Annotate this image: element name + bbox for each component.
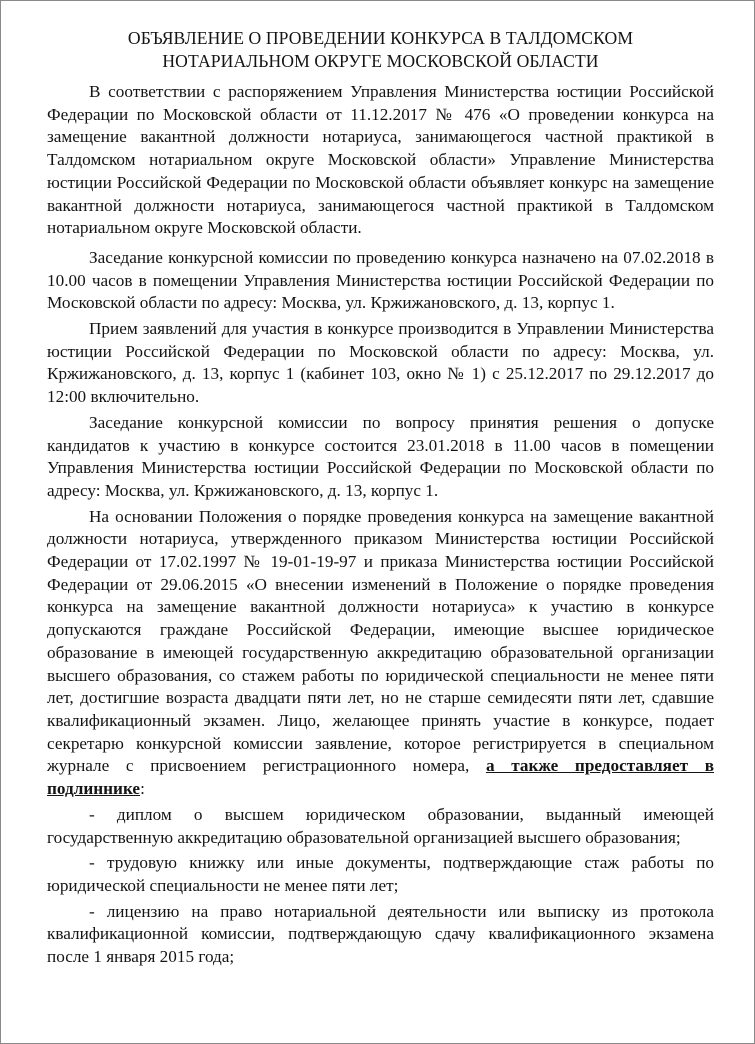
document-title	[47, 27, 714, 73]
paragraph-commission-meeting: Заседание конкурсной комиссии по проведению конкурса назначено на 07.02.2018 в 10.00 часов в помещении Управления Министерства юстиции Российской Федерации по Московской области по адресу: Москва, ул. Кржижановского, д. 13, корпус 1.	[47, 247, 714, 313]
list-item-license: - лицензию на право нотариальной деятельности или выписку из протокола квалификационной комиссии, подтверждающую сдачу квалификационного экзамена после 1 января 2015 года;	[47, 901, 714, 967]
title-line-2: НОТАРИАЛЬНОМ ОКРУГЕ МОСКОВСКОЙ ОБЛАСТИ	[162, 51, 599, 71]
title-line-1: ОБЪЯВЛЕНИЕ О ПРОВЕДЕНИИ КОНКУРСА В ТАЛДОМСКОМ	[127, 28, 634, 48]
paragraph-requirements	[47, 506, 714, 801]
requirements-colon: :	[140, 779, 145, 799]
list-item-work-record: - трудовую книжку или иные документы, подтверждающие стаж работы по юридической специальности не менее пяти лет;	[47, 853, 714, 895]
list-item-diploma: - диплом о высшем юридическом образовании, выданный имеющей государственную аккредитацию образовательной организацией высшего образования;	[47, 804, 714, 847]
paragraph-applications: Прием заявлений для участия в конкурсе производится в Управлении Министерства юстиции Российской Федерации по Московской области по адресу: Москва, ул. Кржижановского, д. 13, корпус 1 (кабинет 103, окно № 1) с 25.12.2017 по 29.12.2017 до 12:00 включительно.	[47, 319, 714, 407]
requirements-emphasis: а также предоставляет в подлиннике	[47, 756, 714, 799]
paragraph-admission-meeting: Заседание конкурсной комиссии по вопросу принятия решения о допуске кандидатов к участию в конкурсе состоится 23.01.2018 в 11.00 часов в помещении Управления Министерства юстиции Российской Федерации по Московской области по адресу: Москва, ул. Кржижановского, д. 13, корпус 1.	[47, 412, 714, 500]
requirements-text: На основании Положения о порядке проведения конкурса на замещение вакантной должности нотариуса, утвержденного приказом Министерства юстиции Российской Федерации от 17.02.1997 № 19-01-19-97 и приказа Министерства юстиции Российской Федерации от 29.06.2015 «О внесении изменений в Положение о порядке проведения конкурса на замещение вакантной должности нотариуса» к участию в конкурсе допускаются граждане Российской Федерации, имеющие высшее юридическое образование в имеющей государственную аккредитацию образовательной организации высшего образования, со стажем работы по юридической специальности не менее пяти лет, достигшие возраста двадцати пяти лет, но не старше семидесяти пяти лет, сдавшие квалификационный экзамен. Лицо, желающее принять участие в конкурсе, подает секретарю конкурсной комиссии заявление, которое регистрируется в специальном журнале с присвоением регистрационного номера,	[47, 506, 714, 776]
paragraph-order: В соответствии с распоряжением Управления Министерства юстиции Российской Федерации по Московской области от 11.12.2017 № 476 «О проведении конкурса на замещение вакантной должности нотариуса, занимающегося частной практикой в Талдомском нотариальном округе Московской области» Управление Министерства юстиции Российской Федерации по Московской области объявляет конкурс на замещение вакантной должности нотариуса, занимающегося частной практикой в Талдомском нотариальном округе Московской области.	[47, 82, 714, 238]
